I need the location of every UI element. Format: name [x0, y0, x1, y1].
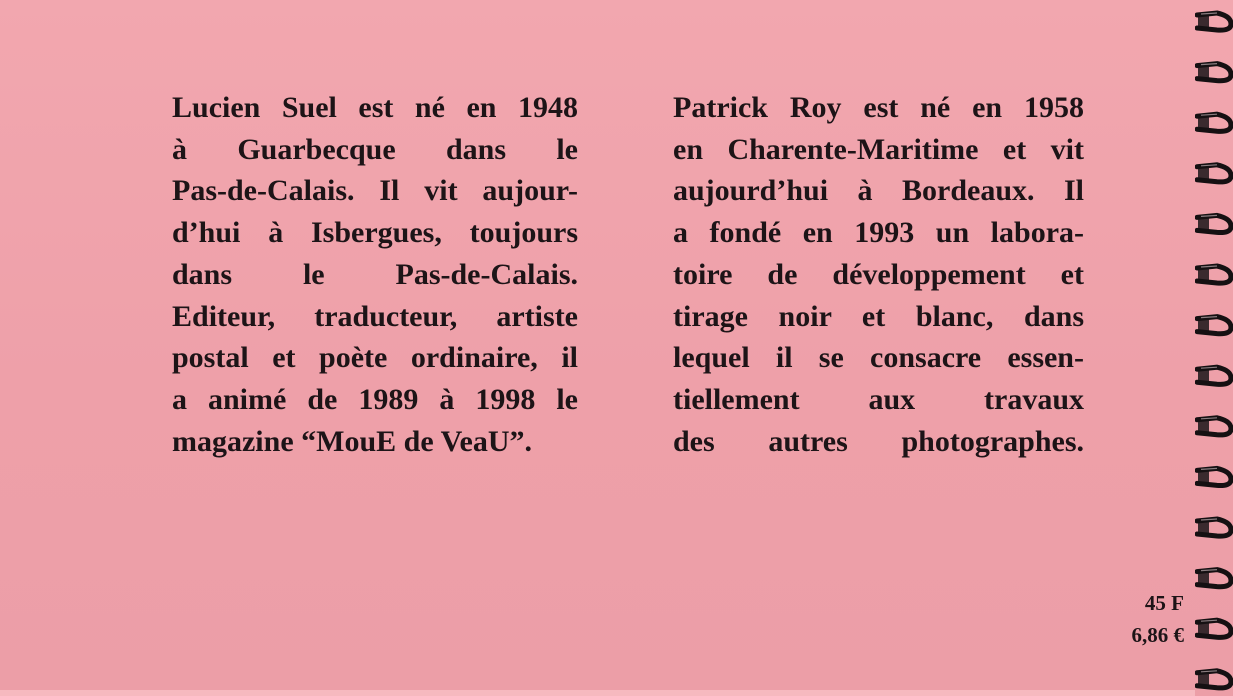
- spiral-coil: [1197, 570, 1231, 587]
- bio-line: postal et poète ordinaire, il: [172, 341, 578, 375]
- spiral-coil: [1197, 620, 1231, 637]
- spiral-coil: [1197, 114, 1231, 131]
- spiral-coil: [1197, 13, 1231, 30]
- spiral-coil: [1197, 266, 1231, 283]
- spiral-coil: [1197, 468, 1231, 485]
- spiral-coil: [1197, 64, 1231, 81]
- bio-line: lequel il se consacre essen-: [673, 341, 1084, 375]
- bio-line: tirage noir et blanc, dans: [673, 299, 1084, 333]
- bio-line: toire de développement et: [673, 257, 1084, 291]
- bio-line: Pas-de-Calais. Il vit aujour-: [172, 174, 578, 208]
- bio-line: en Charente-Maritime et vit: [673, 132, 1084, 166]
- spiral-coil: [1197, 317, 1231, 334]
- price-euros: 6,86 €: [1131, 623, 1184, 647]
- bio-line: magazine “MouE de VeaU”.: [172, 424, 532, 458]
- bio-line: Lucien Suel est né en 1948: [172, 91, 578, 124]
- bio-line: d’hui à Isbergues, toujours: [172, 216, 578, 250]
- spiral-coil: [1197, 671, 1231, 688]
- bio-line: à Guarbecque dans le: [172, 132, 578, 166]
- bio-line: a fondé en 1993 un labora-: [673, 216, 1084, 250]
- spiral-binding: [1195, 0, 1233, 696]
- page-edge: [0, 690, 1195, 696]
- spiral-coil: [1197, 215, 1231, 232]
- bio-line: aujourd’hui à Bordeaux. Il: [673, 174, 1084, 208]
- spiral-coil: [1197, 165, 1231, 182]
- bio-line: tiellement aux travaux: [673, 382, 1084, 416]
- bio-line: Patrick Roy est né en 1958: [673, 91, 1084, 124]
- bio-line: des autres photographes.: [673, 424, 1084, 458]
- price-francs: 45 F: [1144, 591, 1184, 615]
- bio-line: a animé de 1989 à 1998 le: [172, 382, 578, 416]
- author-bio-patrick-roy: [673, 87, 1084, 462]
- author-bio-lucien-suel: [172, 87, 578, 462]
- spiral-coil: [1197, 418, 1231, 435]
- bio-line: Editeur, traducteur, artiste: [172, 299, 578, 333]
- bio-line: dans le Pas-de-Calais.: [172, 257, 578, 291]
- spiral-coil: [1197, 519, 1231, 536]
- spiral-coil: [1197, 367, 1231, 384]
